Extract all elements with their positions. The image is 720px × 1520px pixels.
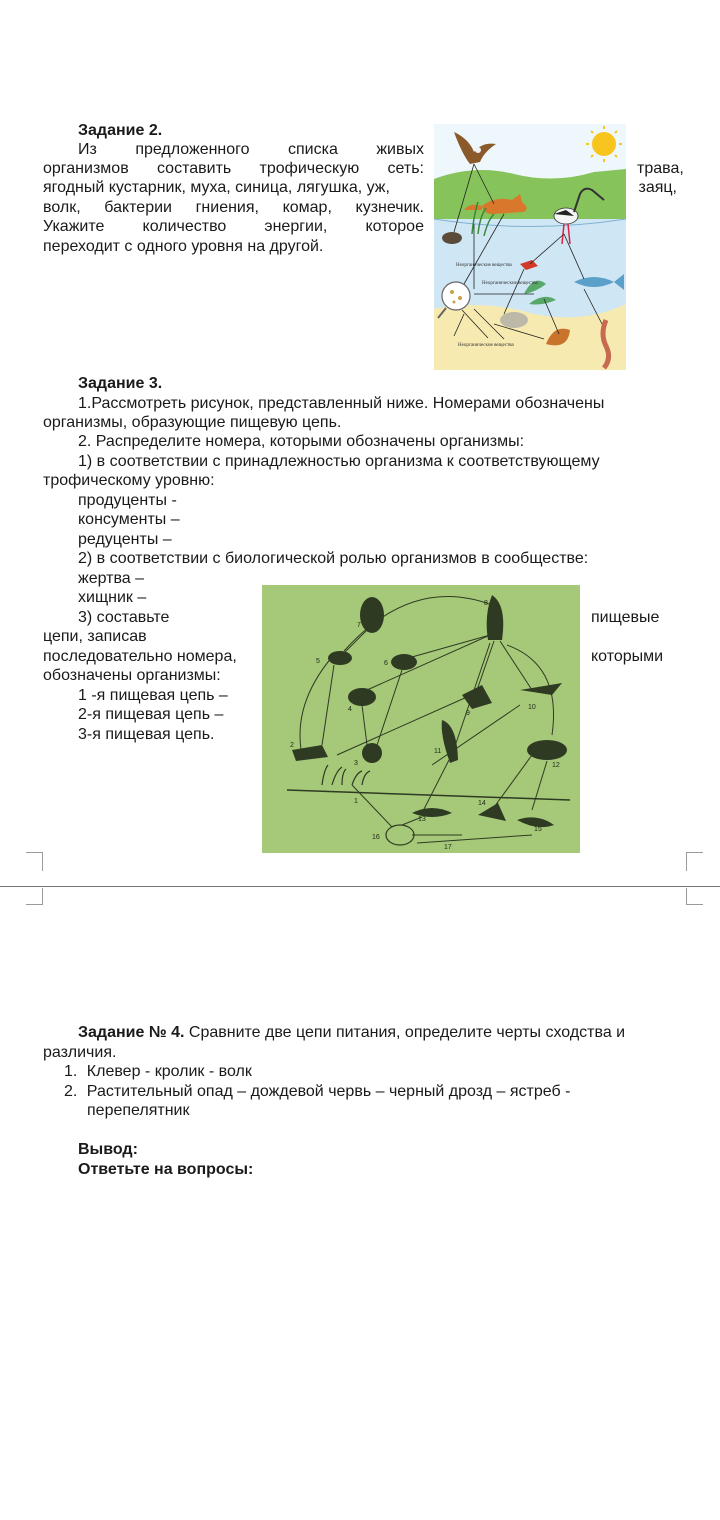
fw-num-7: 7 <box>357 622 361 629</box>
task2-line-2: организмов составить трофическую сеть: <box>43 160 424 177</box>
task4-title: Задание № 4. <box>78 1024 185 1041</box>
fw-num-10: 10 <box>528 704 536 711</box>
page-corner-mark <box>26 888 43 905</box>
task3-title: Задание 3. <box>78 375 163 392</box>
task3-line-2: организмы, образующие пищевую цепь. <box>43 414 342 431</box>
task3-predator: хищник – <box>78 589 147 606</box>
task3-line-9: 2) в соответствии с биологической ролью организмов в сообществе: <box>78 550 589 567</box>
snail-icon <box>362 743 382 763</box>
task2-line-4: волк, бактерии гниения, комар, кузнечик. <box>43 199 424 216</box>
task4-item-2-text: Растительный опад – дождевой червь – черный дрозд – ястреб - <box>86 1083 571 1100</box>
fw-num-5: 5 <box>316 658 320 665</box>
fw-num-2: 2 <box>290 742 294 749</box>
label-inorganic-bottom: Неорганические вещества <box>458 343 514 348</box>
task4-heading <box>78 1023 625 1042</box>
task3-line-12: 3) составьте <box>78 609 170 626</box>
task2-line-3: ягодный кустарник, муха, синица, лягушка, уж, <box>43 179 390 196</box>
task2-line-6: переходит с одного уровня на другой. <box>43 238 324 255</box>
label-inorganic-mid: Неорганические вещества <box>482 281 538 286</box>
task3-consumers: консументы – <box>78 511 180 528</box>
task3-right-word-2: которыми <box>591 648 664 665</box>
label-inorganic-top: Неорганические вещества <box>456 263 512 268</box>
task4-item-1-text: Клевер - кролик - волк <box>86 1063 252 1080</box>
mole-icon <box>442 232 462 244</box>
task2-right-word-2: заяц, <box>638 179 677 196</box>
task4-item-1 <box>64 1062 252 1081</box>
owl-icon <box>360 597 384 633</box>
task4-item-2-continued: перепелятник <box>87 1102 190 1119</box>
food-web-image <box>262 585 580 853</box>
task2-title: Задание 2. <box>78 122 163 139</box>
task4-item-2 <box>64 1082 570 1101</box>
task3-line-4: 1) в соответствии с принадлежностью организма к соответствующему <box>78 453 600 470</box>
fw-num-9: 9 <box>466 710 470 717</box>
fw-num-12: 12 <box>552 762 560 769</box>
page-corner-mark <box>686 888 703 905</box>
food-web-svg <box>262 585 580 853</box>
task2-right-word-1: трава, <box>637 160 684 177</box>
fw-num-15: 15 <box>534 826 542 833</box>
page-separator <box>0 886 720 887</box>
task3-line-15: обозначены организмы: <box>43 667 221 684</box>
vole-icon <box>348 688 376 706</box>
task3-chain-1: 1 -я пищевая цепь – <box>78 687 228 704</box>
task4-item-1-num: 1. <box>64 1063 78 1080</box>
task3-line-14: последовательно номера, <box>43 648 237 665</box>
task3-line-5: трофическому уровню: <box>43 472 215 489</box>
fw-num-1: 1 <box>354 798 358 805</box>
fw-num-8: 8 <box>484 600 488 607</box>
task2-line-5: Укажите количество энергии, которое <box>43 218 424 235</box>
task3-prey: жертва – <box>78 570 145 587</box>
fw-num-11: 11 <box>434 748 442 755</box>
conclusion-label: Вывод: <box>78 1141 138 1158</box>
task2-line-1: Из предложенного списка живых <box>78 141 424 158</box>
questions-label: Ответьте на вопросы: <box>78 1161 254 1178</box>
task3-line-3: 2. Распределите номера, которыми обозначены организмы: <box>78 433 525 450</box>
fw-num-14: 14 <box>478 800 486 807</box>
duck-icon <box>527 740 567 760</box>
task3-right-word-1: пищевые <box>591 609 660 626</box>
task3-producers: продуценты - <box>78 492 177 509</box>
fw-num-13: 13 <box>418 816 426 823</box>
fw-num-6: 6 <box>384 660 388 667</box>
page-corner-mark <box>26 852 43 871</box>
trophic-network-image <box>434 124 626 370</box>
task4-item-2-num: 2. <box>64 1083 78 1100</box>
fw-num-16: 16 <box>372 834 380 841</box>
task4-intro: Сравните две цепи питания, определите черты сходства и <box>188 1024 626 1041</box>
fw-num-3: 3 <box>354 760 358 767</box>
task3-chain-2: 2-я пищевая цепь – <box>78 706 224 723</box>
page-corner-mark <box>686 852 703 871</box>
task3-line-13: цепи, записав <box>43 628 147 645</box>
task3-reducers: редуценты – <box>78 531 172 548</box>
fw-num-17: 17 <box>444 844 452 851</box>
task3-line-1: 1.Рассмотреть рисунок, представленный ниже. Номерами обозначены <box>78 395 605 412</box>
trophic-network-svg <box>434 124 626 370</box>
fw-num-4: 4 <box>348 706 352 713</box>
sun-icon <box>592 132 616 156</box>
task4-intro-2: различия. <box>43 1044 117 1061</box>
task3-chain-3: 3-я пищевая цепь. <box>78 726 215 743</box>
